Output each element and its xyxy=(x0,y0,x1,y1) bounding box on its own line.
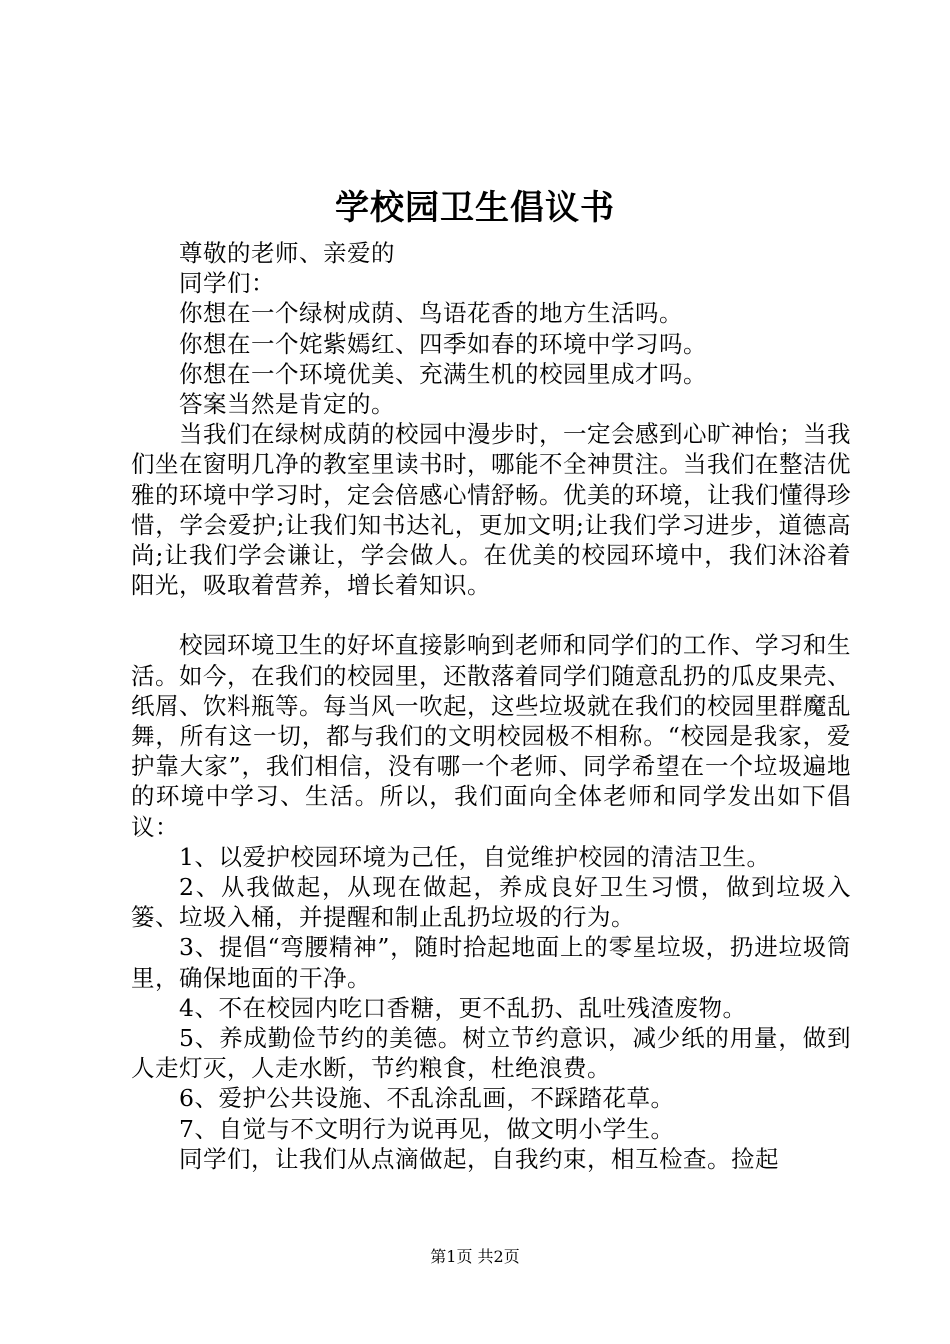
paragraph-campus-environment: 当我们在绿树成荫的校园中漫步时，一定会感到心旷神怡；当我们坐在窗明几净的教室里读书时，哪能不全神贯注。当我们在整洁优雅的环境中学习时，定会倍感心情舒畅。优美的环境，让我们懂得珍惜，学会爱护;让我们知书达礼，更加文明;让我们学习进步，道德高尚;让我们学会谦让，学会做人。在优美的校园环境中，我们沐浴着阳光，吸取着营养，增长着知识。 xyxy=(131,420,851,600)
proposal-item-4: 4、不在校园内吃口香糖，更不乱扔、乱吐残渣废物。 xyxy=(179,993,747,1022)
proposal-item-6: 6、爱护公共设施、不乱涂乱画，不踩踏花草。 xyxy=(179,1084,675,1113)
paragraph-hygiene-impact: 校园环境卫生的好坏直接影响到老师和同学们的工作、学习和生活。如今，在我们的校园里，还散落着同学们随意乱扔的瓜皮果壳、纸屑、饮料瓶等。每当风一吹起，这些垃圾就在我们的校园里群魔乱舞，所有这一切，都与我们的文明校园极不相称。“校园是我家，爱护靠大家”，我们相信，没有哪一个老师、同学希望在一个垃圾遍地的环境中学习、生活。所以，我们面向全体老师和同学发出如下倡议： xyxy=(131,631,851,841)
closing-paragraph: 同学们，让我们从点滴做起，自我约束，相互检查。捡起 xyxy=(179,1144,779,1173)
proposal-item-7: 7、自觉与不文明行为说再见，做文明小学生。 xyxy=(179,1114,675,1143)
proposal-item-1: 1、以爱护校园环境为己任，自觉维护校园的清洁卫生。 xyxy=(179,842,771,871)
salutation-line-1: 尊敬的老师、亲爱的 xyxy=(179,239,395,267)
page-footer: 第1页 共2页 xyxy=(430,1247,520,1266)
answer-line: 答案当然是肯定的。 xyxy=(179,390,395,419)
question-3: 你想在一个环境优美、充满生机的校园里成才吗。 xyxy=(179,359,707,388)
proposal-item-2: 2、从我做起，从现在做起，养成良好卫生习惯，做到垃圾入篓、垃圾入桶，并提醒和制止乱扔垃圾的行为。 xyxy=(131,873,851,932)
proposal-item-3: 3、提倡“弯腰精神”，随时拾起地面上的零星垃圾，扔进垃圾筒里，确保地面的干净。 xyxy=(131,933,851,992)
document-title: 学校园卫生倡议书 xyxy=(335,188,615,228)
question-2: 你想在一个姹紫嫣红、四季如春的环境中学习吗。 xyxy=(179,329,707,358)
salutation-line-2: 同学们： xyxy=(179,269,275,298)
proposal-item-5: 5、养成勤俭节约的美德。树立节约意识，减少纸的用量，做到人走灯灭，人走水断，节约粮食，杜绝浪费。 xyxy=(131,1024,851,1083)
question-1: 你想在一个绿树成荫、鸟语花香的地方生活吗。 xyxy=(179,299,683,328)
document-body xyxy=(131,238,851,1174)
paragraph-spacer xyxy=(131,600,851,630)
